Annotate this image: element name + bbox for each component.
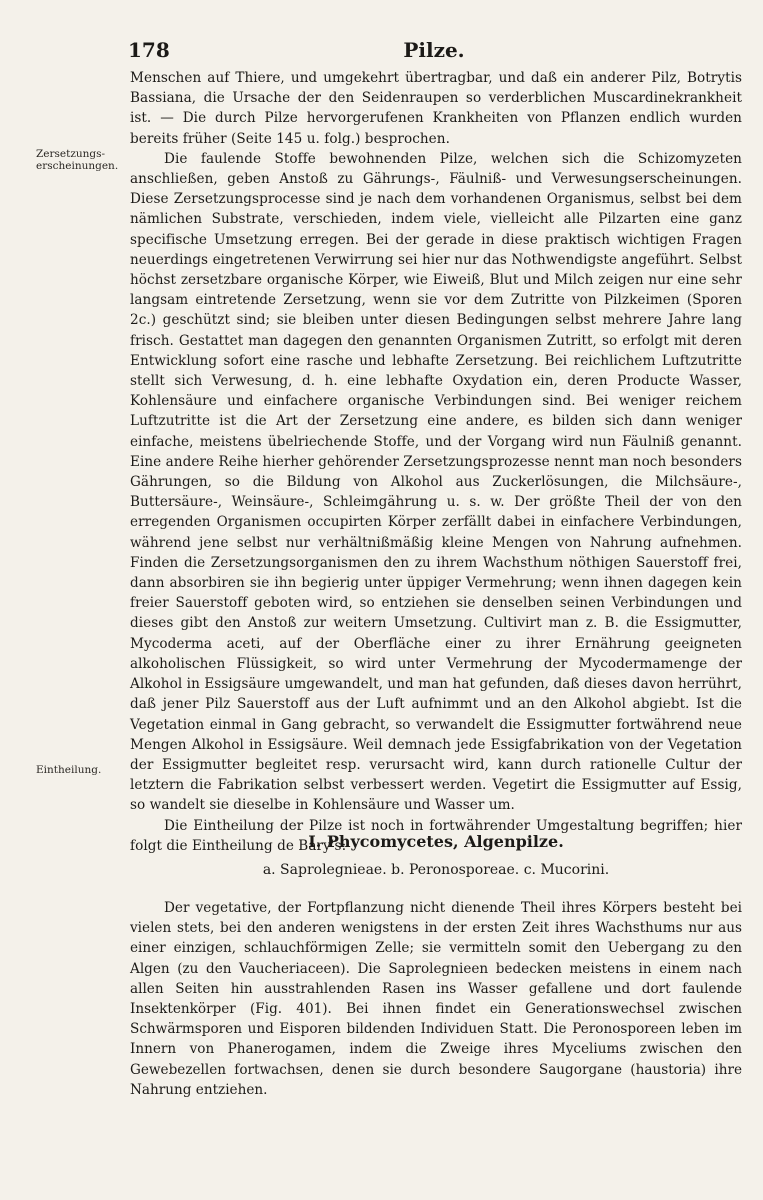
margin-note-eintheilung: Eintheilung. (36, 764, 102, 776)
paragraph-2: Die faulende Stoffe bewohnenden Pilze, welchen sich die Schizomyzeten anschließen, geben Anstoß zu Gährungs-, Fäulniß- und Verwesungserscheinungen. Diese Zersetzungsprocesse sind je nach dem vorhandenen Organismus, selbst bei dem nämlichen Substrate, verschieden, indem viele, vielleicht alle Pilzarten eine ganz specifische Umsetzung erregen. Bei der gerade in diese praktisch wichtigen Fragen neuerdings eingetretenen Verwirrung sei hier nur das Nothwendigste angeführt. Selbst höchst zersetzbare organische Körper, wie Eiweiß, Blut und Milch zeigen nur eine sehr langsam eintretende Zersetzung, wenn sie vor dem Zutritte von Pilzkeimen (Sporen 2c.) geschützt sind; sie bleiben unter diesen Bedingungen selbst mehrere Jahre lang frisch. Gestattet man dagegen den genannten Organismen Zutritt, so erfolgt mit deren Entwicklung sofort eine rasche und lebhafte Zersetzung. Bei reichlichem Luftzutritte stellt sich Verwesung, d. h. eine lebhafte Oxydation ein, deren Producte Wasser, Kohlensäure und einfachere organische Verbindungen sind. Bei weniger reichem Luftzutritte ist die Art der Zersetzung eine andere, es bilden sich dann weniger einfache, meistens übelriechende Stoffe, und der Vorgang wird nun Fäulniß genannt. Eine andere Reihe hierher gehörender Zersetzungsprozesse nennt man noch besonders Gährungen, so die Bildung von Alkohol aus Zuckerlösungen, die Milchsäure-, Buttersäure-, Weinsäure-, Schleimgährung u. s. w. Der größte Theil der von den erregenden Organismen occupirten Körper zerfällt dabei in einfachere Verbindungen, während jene selbst nur verhältnißmäßig kleine Mengen von Nahrung aufnehmen. Finden die Zersetzungsorganismen den zu ihrem Wachsthum nöthigen Sauerstoff frei, dann absorbiren sie ihn begierig unter üppiger Vermehrung; wenn ihnen dagegen kein freier Sauerstoff geboten wird, so entziehen sie denselben seinen Verbindungen und dieses gibt den Anstoß zur weitern Umsetzung. Cultivirt man z. B. die Essigmutter, Mycoderma aceti, auf der Oberfläche einer zu ihrer Ernährung geeigneten alkoholischen Flüssigkeit, so wird unter Vermehrung der Mycodermamenge der Alkohol in Essigsäure umgewandelt, und man hat gefunden, daß dieses davon herrührt, daß jener Pilz Sauerstoff aus der Luft aufnimmt und an den Alkohol abgiebt. Ist die Vegetation einmal in Gang gebracht, so verwandelt die Essigmutter fortwährend neue Mengen Alkohol in Essigsäure. Weil demnach jede Essigfabrikation von der Vegetation der Essigmutter begleitet resp. verursacht wird, kann durch rationelle Cultur der letztern die Fabrikation selbst verbessert werden. Vegetirt die Essigmutter auf Essig, so wandelt sie dieselbe in Kohlensäure und Wasser um. (130, 150, 742, 814)
paragraph-3: Die Eintheilung der Pilze ist noch in fortwährender Umgestaltung begriffen; hier folgt die Eintheilung de Bary's: (130, 817, 742, 854)
running-title: Pilze. (403, 38, 465, 62)
margin-note-zersetzung: Zersetzungs-erscheinungen. (36, 148, 119, 172)
paragraph-4: Der vegetative, der Fortpflanzung nicht dienende Theil ihres Körpers besteht bei vielen stets, bei den anderen wenigstens in der ersten Zeit ihres Wachsthums nur aus einer einzigen, schlauchförmigen Zelle; sie vermitteln somit den Uebergang zu den Algen (zu den Vaucheriaceen). Die Saprolegnieen bedecken meistens in einem nach allen Seiten hin ausstrahlenden Rasen ins Wasser gefallene und dort faulende Insektenkörper (Fig. 401). Bei ihnen findet ein Generationswechsel zwischen Schwärmsporen und Eisporen bildenden Individuen Statt. Die Peronosporeen leben im Innern von Phanerogamen, indem die Zweige ihres Myceliums zwischen den Gewebezellen fortwachsen, denen sie durch besondere Saugorgane (haustoria) ihre Nahrung entziehen. (130, 900, 742, 1098)
main-text (130, 68, 742, 856)
section-text (130, 898, 742, 1100)
page-number: 178 (128, 38, 170, 62)
page-header (128, 38, 740, 66)
section-subheading: a. Saprolegnieae. b. Peronosporeae. c. Mucorini. (262, 862, 610, 878)
paragraph-1: Menschen auf Thiere, und umgekehrt übertragbar, und daß ein anderer Pilz, Botrytis Bassiana, die Ursache der den Seidenraupen so verderblichen Muscardinekrankheit ist. — Die durch Pilze hervorgerufenen Krankheiten von Pflanzen endlich wurden bereits früher (Seite 145 u. folg.) besprochen. (130, 70, 742, 147)
section-heading: I. Phycomycetes, Algenpilze. (308, 832, 564, 851)
